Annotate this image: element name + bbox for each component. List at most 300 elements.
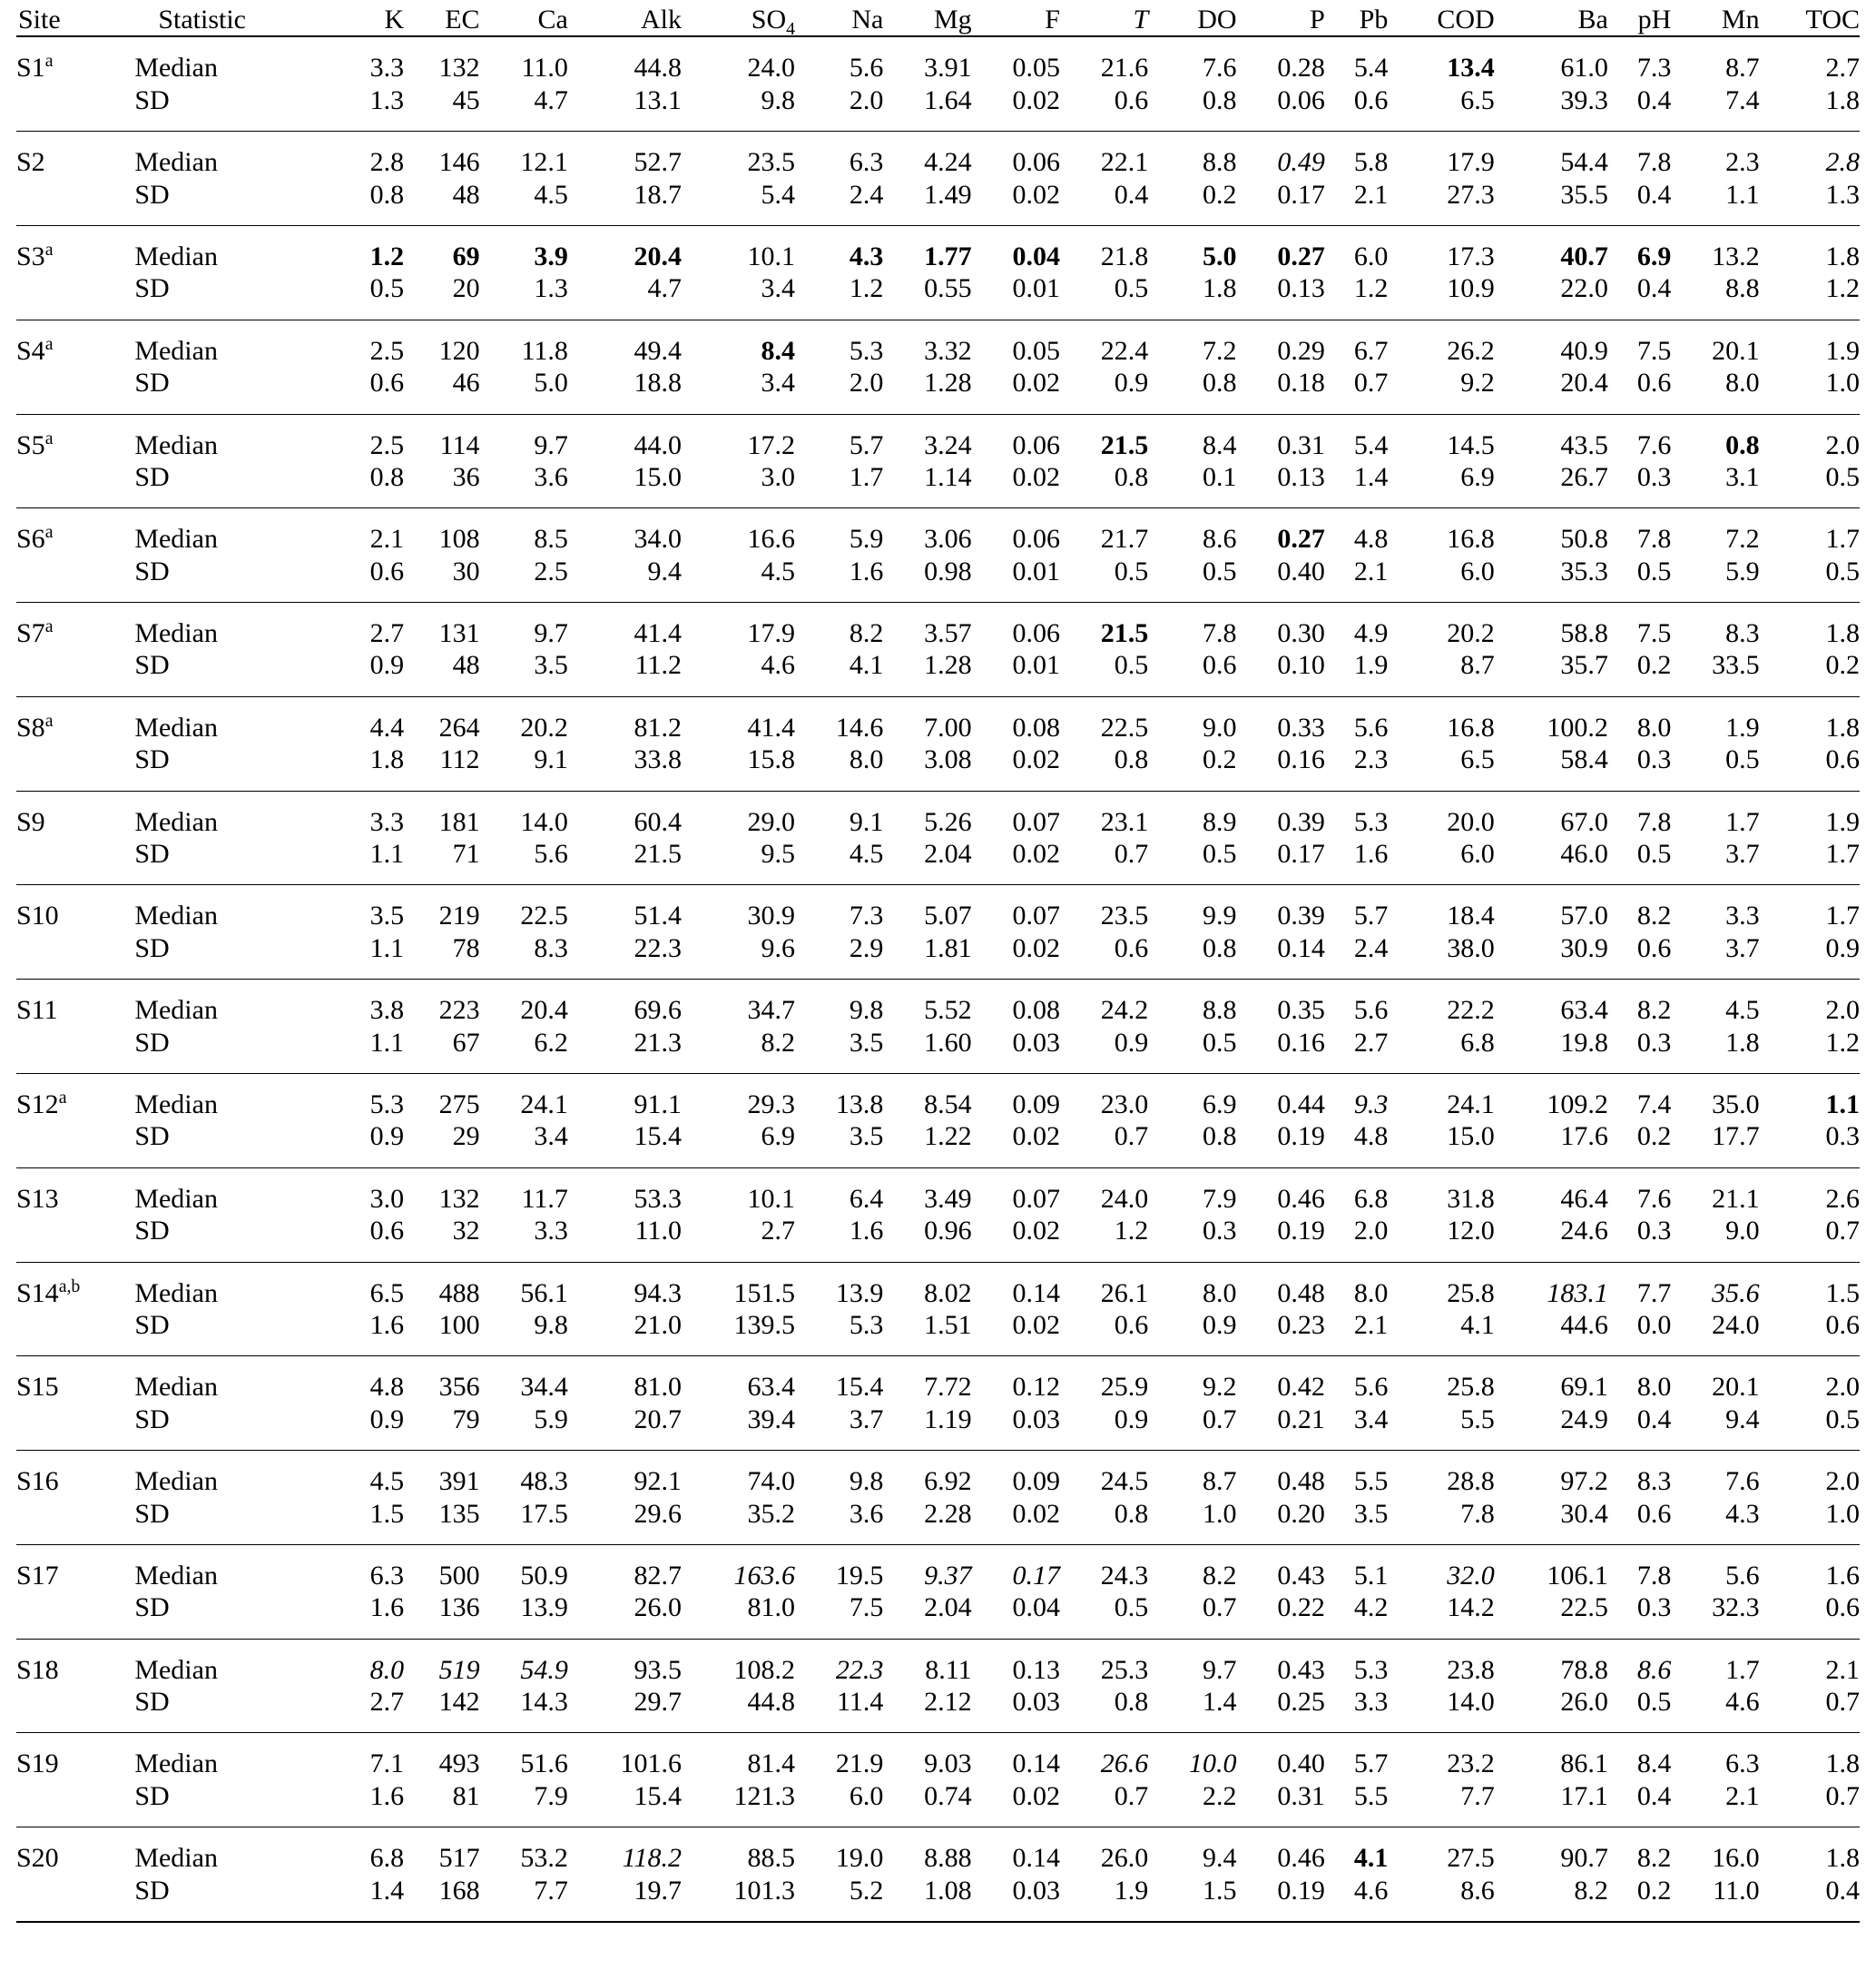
value-cell: 3.5 [534,650,568,681]
value-cell: 108.2 [733,1654,796,1685]
value-cell: 108 [438,524,480,555]
value-cell: 3.57 [924,618,972,649]
value-cell: 1.5 [1203,1875,1237,1906]
value-cell: 0.98 [924,556,972,586]
value-cell: 0.8 [1725,429,1760,460]
value-cell: 27.5 [1447,1843,1495,1874]
value-cell: 7.6 [1636,429,1672,460]
value-cell: 9.03 [924,1748,972,1779]
value-cell: 17.9 [747,618,796,649]
value-cell: 69 [452,241,480,271]
column-header-label: Ba [1577,5,1608,34]
site-name: S8 [16,712,45,743]
value-cell: 3.24 [924,429,972,460]
statistic-label: Median [134,524,218,555]
value-cell: 32 [452,1216,480,1246]
value-cell: 1.8 [1825,241,1860,271]
statistic-label: SD [134,932,170,963]
value-cell: 1.64 [924,84,972,115]
value-cell: 1.8 [1825,618,1860,649]
site-name: S19 [16,1748,59,1779]
value-cell: 106.1 [1547,1560,1608,1591]
value-cell: 131 [438,618,480,649]
value-cell: 6.9 [1460,461,1495,492]
value-cell: 2.28 [924,1498,972,1529]
value-cell: 58.4 [1560,744,1608,775]
value-cell: 0.17 [1277,839,1325,870]
value-cell: 1.6 [369,1780,405,1811]
column-header-label: Mg [933,5,972,34]
value-cell: 0.0 [1636,1309,1672,1340]
table-row [16,885,1860,932]
statistic-label: Median [134,1088,218,1119]
value-cell: 1.2 [369,241,405,271]
value-cell: 39.4 [747,1404,796,1434]
column-header-label: T [1133,5,1149,34]
value-cell: 0.25 [1277,1687,1325,1718]
value-cell: 93.5 [634,1654,682,1685]
value-cell: 7.4 [1636,1088,1672,1119]
value-cell: 0.7 [1114,1780,1149,1811]
value-cell: 0.02 [1012,461,1060,492]
table-row [16,1639,1860,1686]
statistic-label: SD [134,650,170,681]
value-cell: 1.1 [1725,179,1760,210]
value-cell: 8.4 [761,335,796,366]
value-cell: 0.4 [1636,273,1672,304]
site-name: S7 [16,618,45,649]
value-cell: 0.8 [1203,932,1237,963]
value-cell: 0.6 [1636,368,1672,399]
value-cell: 11.2 [634,650,682,681]
value-cell: 0.7 [1825,1216,1860,1246]
value-cell: 7.9 [1203,1183,1237,1214]
value-cell: 8.2 [761,1027,796,1058]
value-cell: 9.0 [1725,1216,1760,1246]
value-cell: 1.2 [1825,1027,1860,1058]
value-cell: 74.0 [747,1466,796,1497]
value-cell: 1.6 [849,1216,884,1246]
statistic-label: Median [134,618,218,649]
value-cell: 28.8 [1447,1466,1495,1497]
site-name: S20 [16,1843,59,1874]
value-cell: 1.2 [1825,273,1860,304]
value-cell: 24.0 [1712,1309,1760,1340]
value-cell: 26.0 [1100,1843,1149,1874]
value-cell: 34.7 [747,995,796,1026]
site-footnote-marker: a [44,428,54,448]
value-cell: 0.6 [1114,1309,1149,1340]
value-cell: 17.2 [747,429,796,460]
value-cell: 2.1 [369,524,405,555]
value-cell: 0.8 [369,179,405,210]
value-cell: 1.8 [1725,1027,1760,1058]
value-cell: 2.6 [1825,1183,1860,1214]
site-name: S5 [16,429,45,460]
value-cell: 52.7 [634,147,682,178]
value-cell: 41.4 [747,712,796,743]
value-cell: 8.0 [369,1654,405,1685]
value-cell: 24.5 [1100,1466,1149,1497]
value-cell: 1.9 [1825,806,1860,837]
value-cell: 6.5 [1460,84,1495,115]
statistic-label: SD [134,839,170,870]
site-label [16,1639,134,1733]
value-cell: 13.9 [520,1592,568,1623]
value-cell: 3.0 [761,461,796,492]
value-cell: 8.8 [1203,147,1237,178]
value-cell: 8.02 [924,1277,972,1308]
value-cell: 0.07 [1012,901,1060,931]
value-cell: 3.6 [849,1498,884,1529]
value-cell: 9.2 [1460,368,1495,399]
value-cell: 5.6 [1353,1372,1389,1403]
value-cell: 1.77 [924,241,972,271]
value-cell: 0.05 [1012,335,1060,366]
value-cell: 7.8 [1460,1498,1495,1529]
table-row [16,980,1860,1027]
table-row [16,838,1860,885]
value-cell: 6.4 [849,1183,884,1214]
value-cell: 2.5 [534,556,568,586]
value-cell: 56.1 [520,1277,568,1308]
value-cell: 69.6 [634,995,682,1026]
value-cell: 6.8 [369,1843,405,1874]
value-cell: 0.22 [1277,1592,1325,1623]
value-cell: 0.3 [1636,1027,1672,1058]
value-cell: 100.2 [1547,712,1608,743]
value-cell: 6.0 [1460,556,1495,586]
statistic-label: SD [134,1027,170,1058]
value-cell: 0.14 [1012,1843,1060,1874]
value-cell: 2.04 [924,839,972,870]
value-cell: 17.3 [1447,241,1495,271]
statistic-label: Median [134,1372,218,1403]
value-cell: 88.5 [747,1843,796,1874]
value-cell: 0.6 [1825,744,1860,775]
statistic-label: SD [134,556,170,586]
value-cell: 1.08 [924,1875,972,1906]
value-cell: 21.5 [1100,618,1149,649]
value-cell: 11.0 [1713,1875,1760,1906]
value-cell: 0.8 [1203,1121,1237,1152]
site-label [16,1827,134,1922]
value-cell: 6.0 [1460,839,1495,870]
value-cell: 14.3 [520,1687,568,1718]
value-cell: 9.9 [1203,901,1237,931]
table-row [16,649,1860,696]
value-cell: 0.44 [1277,1088,1325,1119]
statistic-label: SD [134,1216,170,1246]
value-cell: 0.02 [1012,84,1060,115]
table-row [16,1451,1860,1498]
value-cell: 7.4 [1725,84,1760,115]
statistic-label: SD [134,368,170,399]
statistic-label: SD [134,1121,170,1152]
site-name: S10 [16,901,59,931]
value-cell: 63.4 [747,1372,796,1403]
value-cell: 1.8 [1825,1843,1860,1874]
value-cell: 2.4 [1353,932,1389,963]
value-cell: 38.0 [1447,932,1495,963]
value-cell: 36 [452,461,480,492]
value-cell: 1.9 [1825,335,1860,366]
value-cell: 0.02 [1012,1498,1060,1529]
site-name: S4 [16,335,45,366]
value-cell: 2.7 [761,1216,796,1246]
value-cell: 7.9 [534,1780,568,1811]
value-cell: 10.1 [747,1183,796,1214]
site-label [16,980,134,1074]
column-header-so4 [682,4,796,39]
value-cell: 0.8 [1203,84,1237,115]
value-cell: 132 [438,1183,480,1214]
value-cell: 9.1 [534,744,568,775]
value-cell: 4.9 [1353,618,1389,649]
statistic-label: SD [134,1592,170,1623]
value-cell: 81.2 [634,712,682,743]
value-cell: 7.5 [849,1592,884,1623]
value-cell: 33.5 [1712,650,1760,681]
value-cell: 3.5 [849,1027,884,1058]
value-cell: 2.0 [1825,429,1860,460]
site-footnote-marker: a [44,616,54,637]
value-cell: 3.32 [924,335,972,366]
column-header-label: Statistic [158,5,246,34]
value-cell: 30.4 [1560,1498,1608,1529]
value-cell: 0.6 [1636,1498,1672,1529]
value-cell: 0.08 [1012,712,1060,743]
value-cell: 61.0 [1560,53,1608,84]
value-cell: 35.3 [1560,556,1608,586]
value-cell: 1.6 [849,556,884,586]
value-cell: 12.1 [520,147,568,178]
value-cell: 1.2 [849,273,884,304]
value-cell: 7.8 [1203,618,1237,649]
column-header-label: F [1045,5,1060,34]
value-cell: 3.08 [924,744,972,775]
value-cell: 8.2 [1636,1843,1672,1874]
value-cell: 0.07 [1012,1183,1060,1214]
value-cell: 4.5 [1725,995,1760,1026]
value-cell: 25.8 [1447,1372,1495,1403]
site-name: S17 [16,1560,59,1591]
value-cell: 8.2 [849,618,884,649]
value-cell: 26.2 [1447,335,1495,366]
value-cell: 1.7 [1725,806,1760,837]
value-cell: 5.6 [1725,1560,1760,1591]
value-cell: 7.1 [369,1748,405,1779]
value-cell: 8.2 [1636,995,1672,1026]
value-cell: 6.3 [849,147,884,178]
value-cell: 14.5 [1447,429,1495,460]
table-row [16,1780,1860,1827]
value-cell: 0.02 [1012,179,1060,210]
value-cell: 3.4 [534,1121,568,1152]
value-cell: 0.9 [1203,1309,1237,1340]
value-cell: 2.7 [369,1687,405,1718]
value-cell: 19.5 [835,1560,884,1591]
value-cell: 1.8 [369,744,405,775]
value-cell: 0.7 [1114,1121,1149,1152]
value-cell: 136 [438,1592,480,1623]
value-cell: 3.3 [369,806,405,837]
value-cell: 2.12 [924,1687,972,1718]
value-cell: 0.3 [1636,1216,1672,1246]
value-cell: 1.81 [924,932,972,963]
value-cell: 5.4 [1353,429,1389,460]
column-header-k [341,4,405,36]
value-cell: 356 [438,1372,480,1403]
column-header-t [1060,4,1148,36]
value-cell: 1.3 [534,273,568,304]
value-cell: 114 [439,429,480,460]
value-cell: 0.17 [1277,179,1325,210]
value-cell: 30.9 [747,901,796,931]
value-cell: 1.19 [924,1404,972,1434]
value-cell: 15.4 [634,1780,682,1811]
value-cell: 4.5 [534,179,568,210]
value-cell: 1.49 [924,179,972,210]
value-cell: 29.6 [634,1498,682,1529]
value-cell: 0.19 [1277,1216,1325,1246]
value-cell: 3.7 [849,1404,884,1434]
value-cell: 519 [438,1654,480,1685]
value-cell: 8.5 [534,524,568,555]
column-header-subscript: 4 [786,19,796,39]
value-cell: 29.3 [747,1088,796,1119]
table-row [16,132,1860,179]
value-cell: 13.2 [1712,241,1760,271]
value-cell: 0.5 [1114,556,1149,586]
value-cell: 2.5 [369,335,405,366]
value-cell: 3.4 [761,368,796,399]
value-cell: 0.20 [1277,1498,1325,1529]
value-cell: 7.7 [1460,1780,1495,1811]
value-cell: 1.1 [369,839,405,870]
statistic-label: Median [134,241,218,271]
value-cell: 0.9 [1114,1404,1149,1434]
value-cell: 0.5 [1636,556,1672,586]
value-cell: 0.09 [1012,1088,1060,1119]
value-cell: 1.8 [1825,712,1860,743]
site-label [16,36,134,131]
value-cell: 9.7 [534,429,568,460]
value-cell: 9.4 [1725,1404,1760,1434]
value-cell: 3.06 [924,524,972,555]
value-cell: 0.5 [1725,744,1760,775]
value-cell: 1.14 [924,461,972,492]
value-cell: 97.2 [1560,1466,1608,1497]
statistic-label: SD [134,461,170,492]
value-cell: 33.8 [634,744,682,775]
value-cell: 5.3 [369,1088,405,1119]
value-cell: 4.5 [849,839,884,870]
value-cell: 20.2 [520,712,568,743]
value-cell: 2.7 [1825,53,1860,84]
statistic-label: Median [134,1183,218,1214]
value-cell: 1.6 [369,1309,405,1340]
value-cell: 1.9 [1725,712,1760,743]
value-cell: 0.49 [1277,147,1325,178]
value-cell: 17.5 [520,1498,568,1529]
value-cell: 8.7 [1203,1466,1237,1497]
value-cell: 3.5 [1353,1498,1389,1529]
column-header-mg [883,4,971,36]
value-cell: 15.0 [634,461,682,492]
value-cell: 18.8 [634,368,682,399]
value-cell: 17.7 [1712,1121,1760,1152]
value-cell: 0.13 [1277,273,1325,304]
value-cell: 5.52 [924,995,972,1026]
value-cell: 8.6 [1460,1875,1495,1906]
value-cell: 23.1 [1100,806,1149,837]
statistic-label: Median [134,995,218,1026]
value-cell: 0.8 [1114,1498,1149,1529]
value-cell: 22.4 [1100,335,1149,366]
value-cell: 5.3 [849,335,884,366]
value-cell: 67.0 [1560,806,1608,837]
value-cell: 0.31 [1277,1780,1325,1811]
value-cell: 0.3 [1203,1216,1237,1246]
statistic-label: Median [134,901,218,931]
site-label [16,1733,134,1827]
table-row [16,1686,1860,1733]
value-cell: 4.4 [369,712,405,743]
value-cell: 16.8 [1447,712,1495,743]
value-cell: 22.3 [835,1654,884,1685]
value-cell: 3.3 [369,53,405,84]
value-cell: 4.1 [1353,1843,1389,1874]
value-cell: 0.6 [1114,84,1149,115]
value-cell: 26.0 [1560,1687,1608,1718]
value-cell: 1.7 [1725,1654,1760,1685]
value-cell: 11.8 [521,335,568,366]
value-cell: 58.8 [1560,618,1608,649]
value-cell: 0.2 [1203,179,1237,210]
value-cell: 3.3 [1353,1687,1389,1718]
column-header-label: pH [1637,5,1672,34]
value-cell: 17.6 [1560,1121,1608,1152]
value-cell: 0.18 [1277,368,1325,399]
value-cell: 11.4 [836,1687,884,1718]
value-cell: 9.2 [1203,1372,1237,1403]
value-cell: 0.02 [1012,1216,1060,1246]
table-row [16,1309,1860,1356]
value-cell: 35.7 [1560,650,1608,681]
table-row [16,1073,1860,1120]
value-cell: 2.0 [849,84,884,115]
value-cell: 0.14 [1012,1748,1060,1779]
value-cell: 18.4 [1447,901,1495,931]
value-cell: 22.5 [520,901,568,931]
column-header-do [1148,4,1236,36]
value-cell: 0.02 [1012,368,1060,399]
value-cell: 23.5 [747,147,796,178]
value-cell: 13.1 [634,84,682,115]
value-cell: 2.0 [849,368,884,399]
value-cell: 49.4 [634,335,682,366]
value-cell: 6.7 [1353,335,1389,366]
value-cell: 5.7 [849,429,884,460]
value-cell: 8.7 [1460,650,1495,681]
value-cell: 29 [452,1121,480,1152]
value-cell: 22.5 [1100,712,1149,743]
column-header-label: Pb [1359,5,1389,34]
value-cell: 0.5 [1114,650,1149,681]
table-row [16,414,1860,461]
value-cell: 4.8 [1353,1121,1389,1152]
